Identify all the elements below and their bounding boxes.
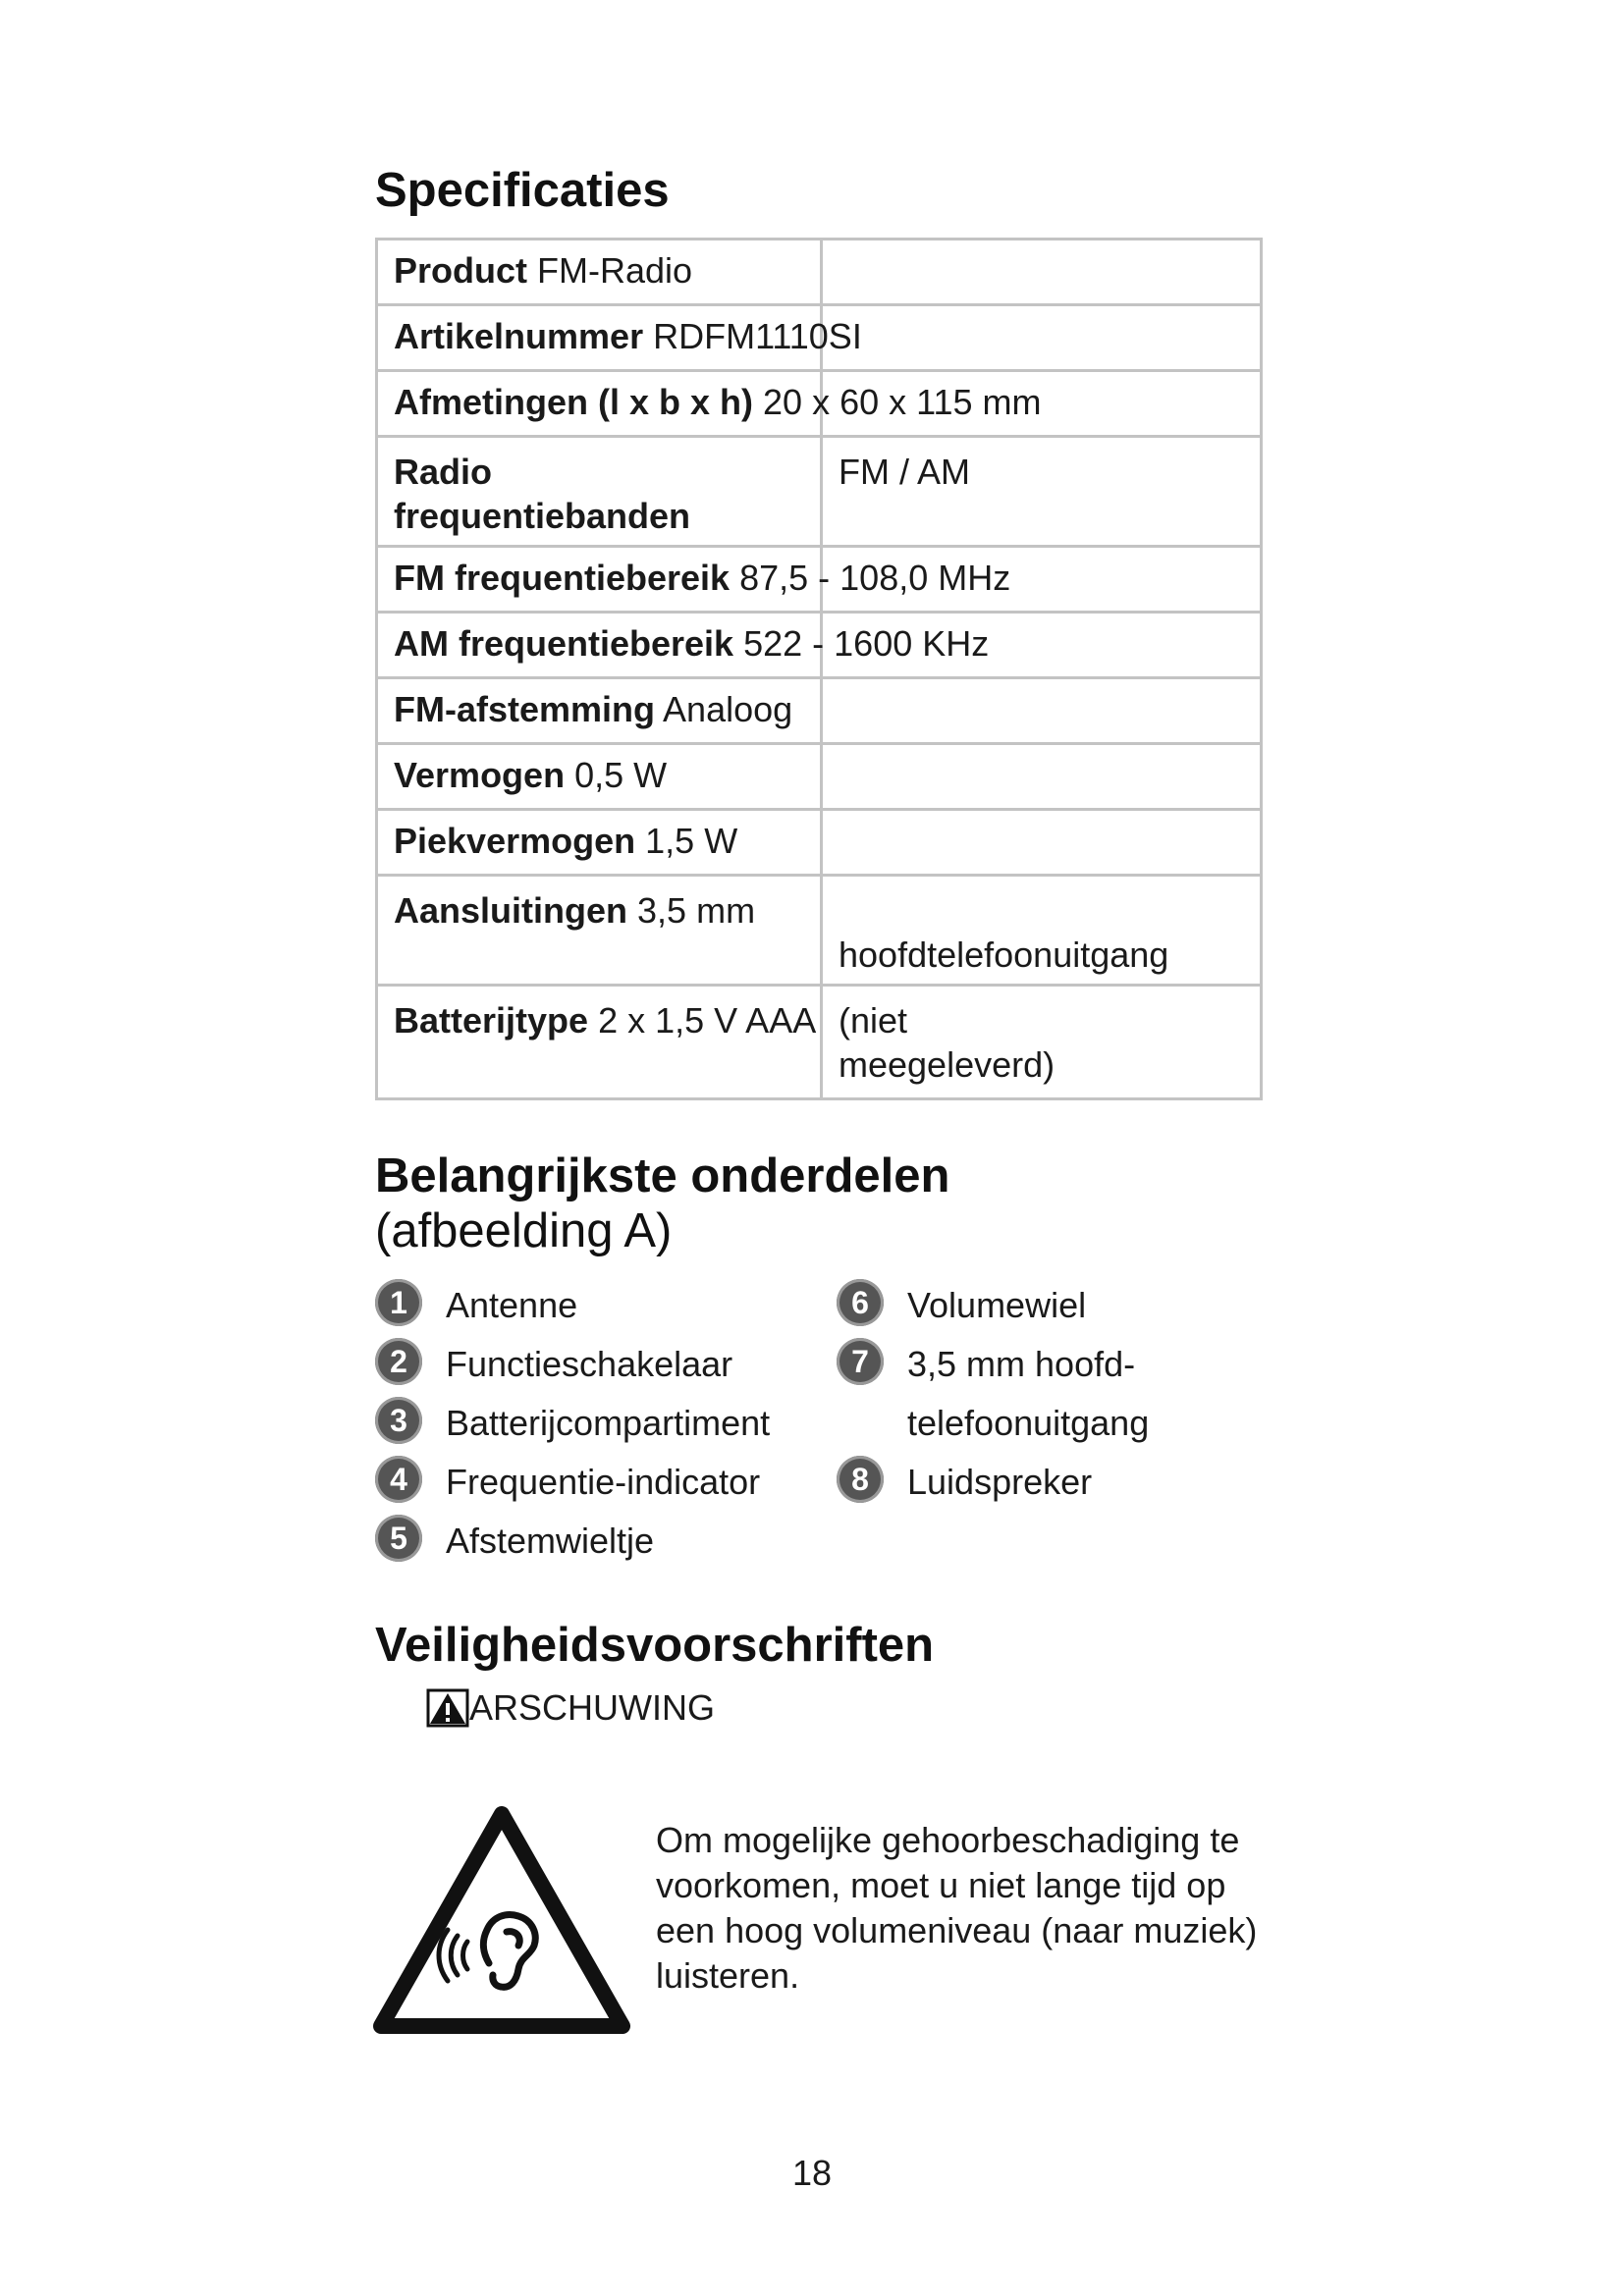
spec-value: Analoog [663,689,793,729]
parts-title: Belangrijkste onderdelen [375,1149,950,1202]
spec-label: Batterijtype [394,1000,589,1041]
warning-label [426,1687,715,1729]
spec-label: Aansluitingen [394,890,628,931]
part-label: 3,5 mm hoofd- [907,1344,1136,1384]
warning-text: Om mogelijke gehoorbeschadiging te voorkomen, moet u niet lange tijd op een hoog volumeniveau (naar muziek) luisteren. [656,1820,1258,1996]
specs-title: Specificaties [375,164,670,217]
hearing-damage-warning-sign [373,1806,630,2036]
spec-label: Afmetingen (l x b x h) [394,382,754,422]
number-badge: 4 [375,1456,422,1503]
table-row [377,986,1262,1099]
spec-label-cell [377,371,1042,437]
spec-value: 20 x 60 x 115 mm [763,382,1042,422]
part-label-continued: telefoonuitgang [907,1403,1150,1443]
spec-label: Artikelnummer [394,316,644,356]
spec-label: FM-afstemming [394,689,656,729]
spec-label-cell [377,810,822,876]
spec-label-cell [377,986,822,1099]
spec-label-cell [377,437,822,547]
table-row [377,305,1262,371]
page-number: 18 [791,2153,833,2193]
number-badge: 7 [837,1338,884,1385]
spec-label: AM frequentiebereik [394,623,734,664]
number-badge: 8 [837,1456,884,1503]
part-label: Frequentie-indicator [446,1462,761,1502]
part-label: Luidspreker [907,1462,1093,1502]
table-row [377,613,1262,678]
spec-value: 522 - 1600 KHz [743,623,990,664]
spec-label-cell [377,547,1011,613]
part-label: Afstemwieltje [446,1521,655,1561]
spec-value-cell [822,437,1262,547]
spec-value-cell [822,744,1262,810]
spec-label-cell [377,305,862,371]
number-badge: 5 [375,1515,422,1562]
spec-label: Radio frequentiebanden [394,452,691,536]
spec-label: Product [394,250,528,291]
table-row [377,240,1262,305]
spec-value-cell [822,876,1262,986]
warning-label-text: ARSCHUWING [469,1687,715,1728]
spec-label-cell [377,613,990,678]
spec-value: 87,5 - 108,0 MHz [739,558,1011,598]
part-label: Volumewiel [907,1285,1087,1325]
spec-value-cell [822,305,1262,371]
table-row [377,437,1262,547]
number-badge: 6 [837,1279,884,1326]
spec-value: (niet meegeleverd) [839,1000,1056,1085]
spec-label-cell [377,240,822,305]
number-badge: 1 [375,1279,422,1326]
safety-title: Veiligheidsvoorschriften [375,1619,935,1672]
spec-value-cell [822,986,1262,1099]
spec-value: FM-Radio [537,250,693,291]
table-row [377,371,1262,437]
table-row [377,810,1262,876]
spec-value: hoofdtelefoonuitgang [839,934,1169,975]
spec-value: 0,5 W [574,755,668,795]
spec-value: 3,5 mm [637,890,756,931]
spec-label-cell [377,678,822,744]
spec-label-cell [377,876,822,986]
specs-table [375,238,1263,1100]
spec-value-cell [822,240,1262,305]
spec-value: 2 x 1,5 V AAA [598,1000,817,1041]
table-row [377,744,1262,810]
sound-waves-icon [439,1930,467,1981]
parts-subtitle: (afbeelding A) [375,1204,673,1257]
spec-label: Vermogen [394,755,566,795]
warning-triangle-icon [426,1688,469,1728]
spec-value: RDFM1110SI [653,316,862,356]
spec-value: FM / AM [839,452,970,492]
part-label: Batterijcompartiment [446,1403,771,1443]
table-row [377,876,1262,986]
number-badge: 3 [375,1397,422,1444]
table-row [377,547,1262,613]
number-badge: 2 [375,1338,422,1385]
spec-label: Piekvermogen [394,821,636,861]
spec-value: 1,5 W [645,821,738,861]
spec-label-cell [377,744,822,810]
spec-value-cell [822,810,1262,876]
ear-icon [483,1915,535,1988]
spec-label: FM frequentiebereik [394,558,731,598]
part-label: Antenne [446,1285,578,1325]
spec-value-cell [822,678,1262,744]
part-label: Functieschakelaar [446,1344,733,1384]
table-row [377,678,1262,744]
